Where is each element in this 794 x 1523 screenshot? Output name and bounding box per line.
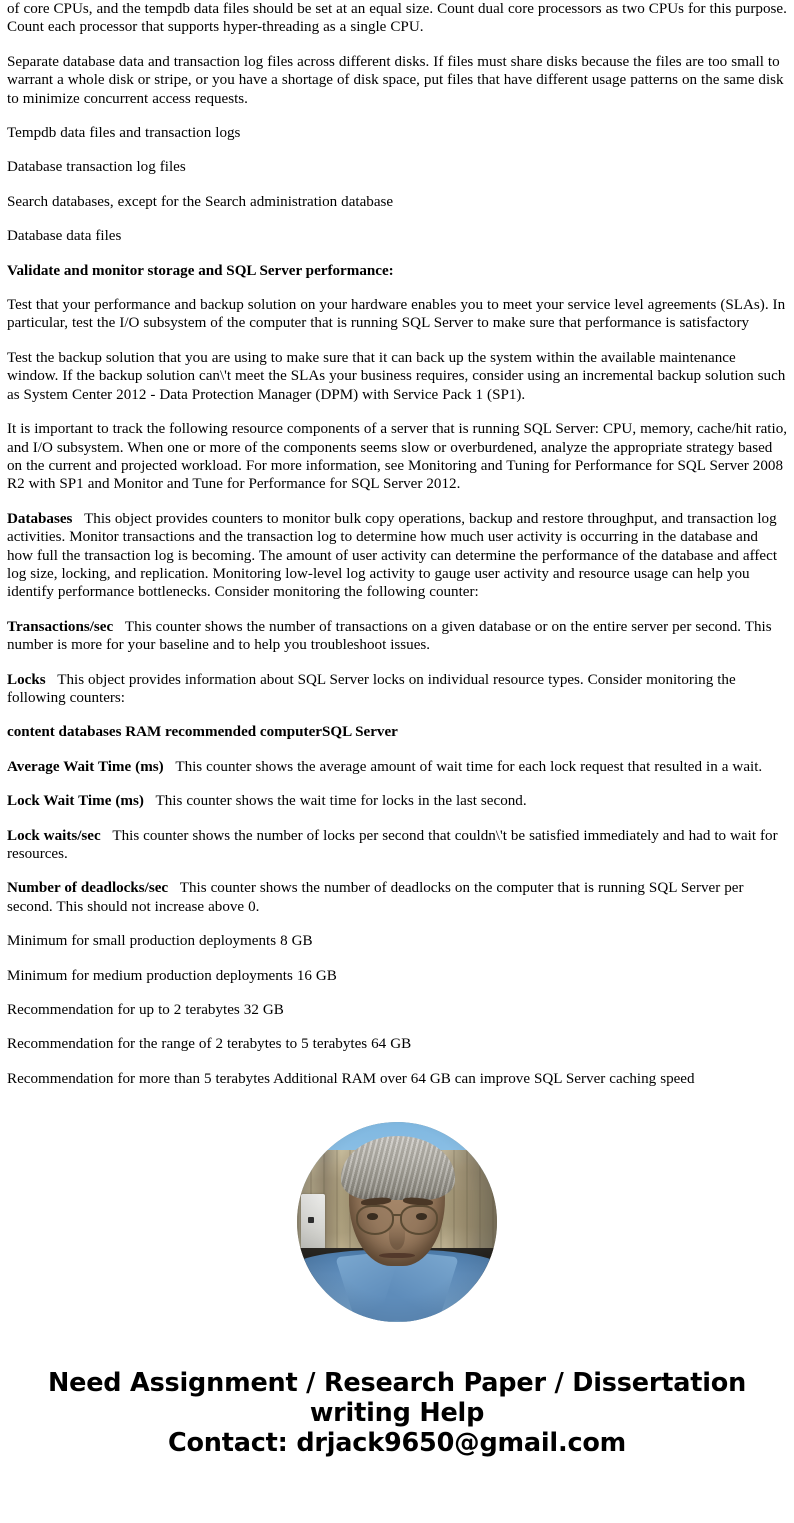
para-test-backup-solution: Test the backup solution that you are using to make sure that it can back up the system within the available maintenance window. If the backup solution can\'t meet the SLAs your business requires, consider using an incremental backup solution such as System Center 2012 - Data Protection Manager (DPM) with Service Pack 1 (SP1). bbox=[7, 349, 786, 403]
para-databases-counter-gap bbox=[72, 511, 84, 527]
para-db-transaction-log-files: Database transaction log files bbox=[7, 159, 186, 176]
para-average-wait-time bbox=[7, 758, 787, 776]
para-ram-up-to-2tb: Recommendation for up to 2 terabytes 32 GB bbox=[7, 1002, 284, 1019]
para-databases-counter-text: This object provides counters to monitor bulk copy operations, backup and restore throughput, and transaction log activities. Monitor transactions and the transaction log to determine how much user activity is occurring in the database and how full the transaction log is becoming. The amount of user activity can determine the performance of the database and affect log size, locking, and replication. Monitoring low-level log activity to gauge user activity and resource usage can help you identify performance bottlenecks. Consider monitoring the following counter: bbox=[7, 510, 778, 601]
para-locks-counter-lead: Locks bbox=[7, 671, 46, 688]
avatar bbox=[297, 1122, 497, 1322]
avatar-container bbox=[0, 1122, 794, 1322]
para-databases-counter bbox=[7, 510, 787, 602]
para-transactions-per-sec-lead: Transactions/sec bbox=[7, 618, 114, 635]
para-transactions-per-sec-text: This counter shows the number of transactions on a given database or on the entire server per second. This number is more for your baseline and to help you troubleshoot issues. bbox=[7, 618, 772, 654]
para-locks-counter-gap bbox=[46, 672, 58, 688]
para-lock-waits-per-sec-lead: Lock waits/sec bbox=[7, 827, 101, 844]
para-ram-2tb-to-5tb: Recommendation for the range of 2 terabytes to 5 terabytes 64 GB bbox=[7, 1036, 412, 1053]
para-transactions-per-sec-gap bbox=[113, 619, 125, 635]
para-content-databases-ram: content databases RAM recommended computerSQL Server bbox=[7, 724, 398, 741]
heading-validate-monitor: Validate and monitor storage and SQL Server performance: bbox=[7, 262, 394, 279]
para-number-of-deadlocks-gap bbox=[168, 880, 180, 896]
para-lock-wait-time-lead: Lock Wait Time (ms) bbox=[7, 793, 144, 810]
promo-block bbox=[0, 1368, 794, 1458]
promo-line-1: Need Assignment / Research Paper / Dissertation bbox=[47, 1368, 747, 1399]
para-average-wait-time-gap bbox=[164, 759, 176, 775]
promo-line-2: writing Help bbox=[309, 1398, 485, 1429]
para-ram-medium-deployments: Minimum for medium production deployments 16 GB bbox=[7, 967, 337, 984]
para-lock-waits-per-sec-gap bbox=[101, 828, 113, 844]
para-transactions-per-sec bbox=[7, 618, 787, 655]
para-database-data-files: Database data files bbox=[7, 228, 122, 245]
para-average-wait-time-lead: Average Wait Time (ms) bbox=[7, 758, 164, 775]
para-ram-small-deployments: Minimum for small production deployments 8 GB bbox=[7, 933, 313, 950]
para-locks-counter bbox=[7, 671, 787, 708]
para-average-wait-time-text: This counter shows the average amount of wait time for each lock request that resulted in a wait. bbox=[175, 758, 763, 775]
para-test-performance-slas: Test that your performance and backup solution on your hardware enables you to meet your service level agreements (SLAs). In particular, test the I/O subsystem of the computer that is running SQL Server to make sure that performance is satisfactory bbox=[7, 297, 786, 332]
para-number-of-deadlocks-lead: Number of deadlocks/sec bbox=[7, 880, 169, 897]
para-lock-wait-time bbox=[7, 792, 787, 810]
para-number-of-deadlocks bbox=[7, 879, 787, 916]
para-ram-more-than-5tb: Recommendation for more than 5 terabytes Additional RAM over 64 GB can improve SQL Server caching speed bbox=[7, 1070, 695, 1087]
para-locks-counter-text: This object provides information about SQL Server locks on individual resource types. Consider monitoring the following counters: bbox=[7, 671, 736, 706]
promo-contact-line[interactable]: Contact: drjack9650@gmail.com bbox=[167, 1428, 627, 1459]
para-track-resource-components: It is important to track the following resource components of a server that is running SQL Server: CPU, memory, cache/hit ratio, and I/O subsystem. When one or more of the components seems slow or overburdened, analyze the appropriate strategy based on the current and projected workload. For more information, see Monitoring and Tuning for Performance for SQL Server 2008 R2 with SP1 and Monitor and Tune for Performance for SQL Server 2012. bbox=[7, 421, 788, 493]
para-number-of-deadlocks-text: This counter shows the number of deadlocks on the computer that is running SQL Server per second. This should not increase above 0. bbox=[7, 880, 744, 915]
para-lock-waits-per-sec bbox=[7, 827, 787, 864]
para-lock-waits-per-sec-text: This counter shows the number of locks per second that couldn\'t be satisfied immediately and had to wait for resources. bbox=[7, 827, 778, 862]
para-tempdb-files: Tempdb data files and transaction logs bbox=[7, 125, 241, 142]
para-databases-counter-lead: Databases bbox=[7, 510, 73, 527]
para-separate-disks: Separate database data and transaction log files across different disks. If files must share disks because the files are too small to warrant a whole disk or stripe, or you have a shortage of disk space, put files that have different usage patterns on the same disk to minimize concurrent access requests. bbox=[7, 53, 784, 107]
avatar-vignette bbox=[297, 1122, 497, 1322]
para-search-databases: Search databases, except for the Search administration database bbox=[7, 193, 394, 210]
para-cpu-sizing: of core CPUs, and the tempdb data files should be set at an equal size. Count dual core processors as two CPUs for this purpose. Count each processor that supports hyper-threading as a single CPU. bbox=[7, 1, 787, 36]
para-lock-wait-time-gap bbox=[144, 793, 156, 809]
para-lock-wait-time-text: This counter shows the wait time for locks in the last second. bbox=[155, 793, 527, 810]
